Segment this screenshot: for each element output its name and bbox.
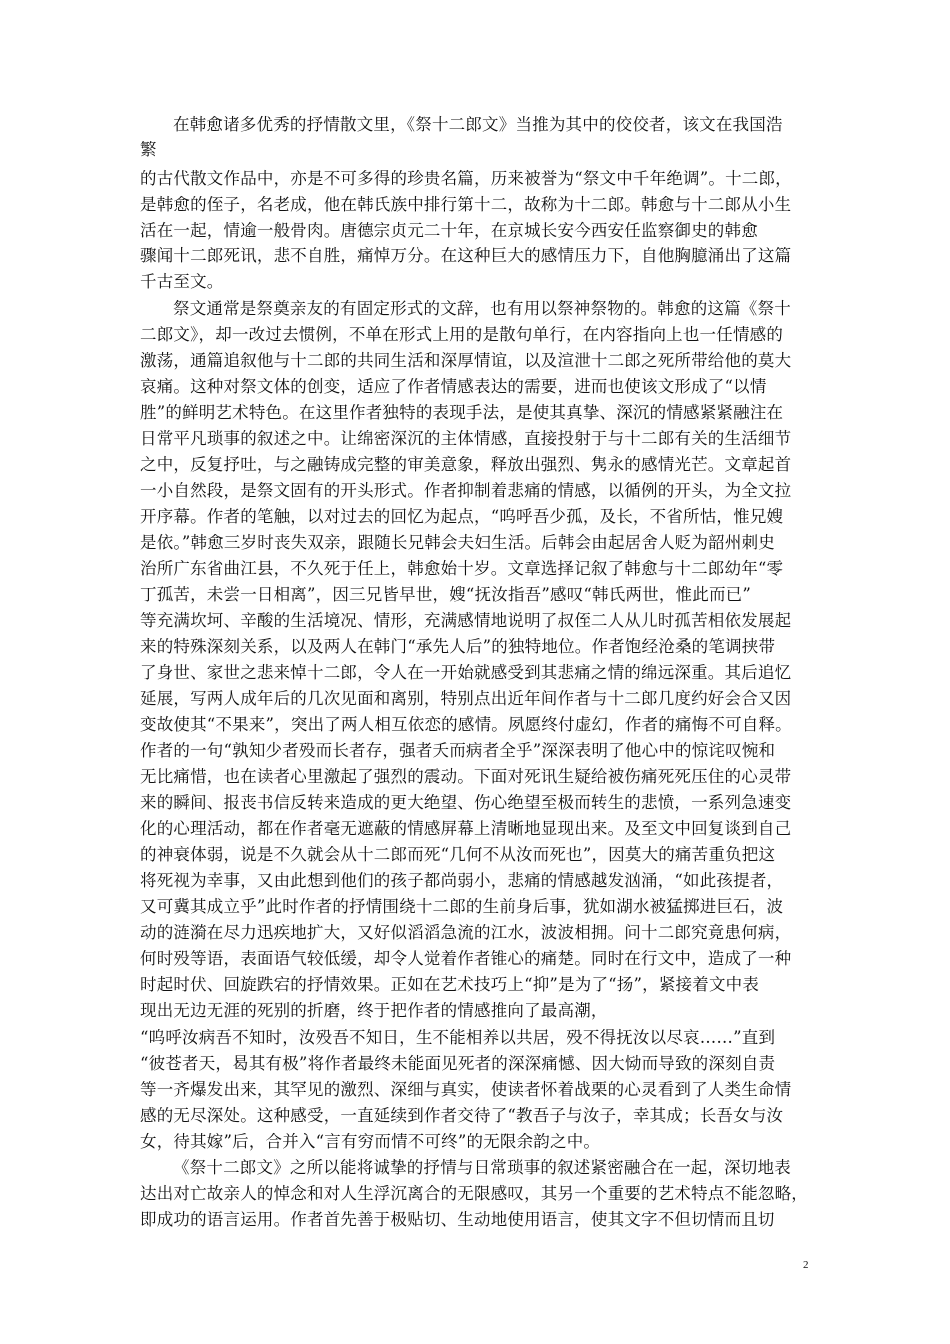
text-line: 作者的一句“孰知少者殁而长者存，强者夭而病者全乎”深深表明了他心中的惊诧叹惋和 [140, 741, 776, 760]
text-line: 之中，反复抒吐，与之融铸成完整的审美意象，释放出强烈、隽永的感情光芒。文章起首 [140, 455, 792, 474]
text-line: “呜呼汝病吾不知时，汝殁吾不知日，生不能相养以共居，殁不得抚汝以尽哀……”直到 [140, 1028, 776, 1047]
text-line: 治所广东省曲江县，不久死于任上，韩愈始十岁。文章选择记叙了韩愈与十二郎幼年“零 [140, 559, 784, 578]
text-line: 等一齐爆发出来，其罕见的激烈、深细与真实，使读者怀着战栗的心灵看到了人类生命情 [140, 1080, 792, 1099]
text-line: “彼苍者天，曷其有极”将作者最终未能面见死者的深深痛憾、因大恸而导致的深刻自责 [140, 1054, 776, 1073]
text-line: 胜”的鲜明艺术特色。在这里作者独特的表现手法，是使其真挚、深沉的情感紧紧融注在 [140, 403, 784, 422]
text-line: 丁孤苦，未尝一日相离”，因三兄皆早世，嫂“抚汝指吾”感叹“韩氏两世，惟此而已” [140, 585, 751, 604]
text-line: 日常平凡琐事的叙述之中。让绵密深沉的主体情感，直接投射于与十二郎有关的生活细节 [140, 429, 792, 448]
text-line: 《祭十二郎文》之所以能将诚挚的抒情与日常琐事的叙述紧密融合在一起，深切地表 [173, 1158, 791, 1177]
text-line: 来的特殊深刻关系，以及两人在韩门“承先人后”的独特地位。作者饱经沧桑的笔调挟带 [140, 637, 776, 656]
text-line: 是依。”韩愈三岁时丧失双亲，跟随长兄韩会夫妇生活。后韩会由起居舍人贬为韶州刺史 [140, 533, 775, 552]
text-line: 千古至文。 [140, 272, 224, 291]
text-line: 现出无边无涯的死别的折磨，终于把作者的情感推向了最高潮， [140, 1001, 608, 1020]
text-line: 来的瞬间、报丧书信反转来造成的更大绝望、伤心绝望至极而转生的悲愤，一系列急速变 [140, 793, 792, 812]
text-line: 是韩愈的侄子，名老成，他在韩氏族中排行第十二，故称为十二郎。韩愈与十二郎从小生 [140, 195, 792, 214]
text-line: 无比痛惜，也在读者心里激起了强烈的震动。下面对死讯生疑给被伤痛死死压住的心灵带 [140, 767, 792, 786]
text-line: 激荡，通篇追叙他与十二郎的共同生活和深厚情谊，以及渲泄十二郎之死所带给他的莫大 [140, 351, 792, 370]
text-line: 骤闻十二郎死讯，悲不自胜，痛悼万分。在这种巨大的感情压力下，自他胸臆涌出了这篇 [140, 246, 792, 265]
text-line: 了身世、家世之悲来悼十二郎，令人在一开始就感受到其悲痛之情的绵远深重。其后追忆 [140, 663, 792, 682]
text-line: 达出对亡故亲人的悼念和对人生浮沉离合的无限感叹，其另一个重要的艺术特点不能忽略， [140, 1184, 808, 1203]
text-line: 的神衰体弱，说是不久就会从十二郎而死“几何不从汝而死也”，因莫大的痛苦重负把这 [140, 845, 776, 864]
text-line: 化的心理活动，都在作者毫无遮蔽的情感屏幕上清晰地显现出来。及至文中回复谈到自己 [140, 819, 792, 838]
text-line: 活在一起，情逾一般骨肉。唐德宗贞元二十年，在京城长安今西安任监察御史的韩愈 [140, 221, 758, 240]
text-line: 哀痛。这种对祭文体的创变，适应了作者情感表达的需要，进而也使该文形成了“以情 [140, 377, 767, 396]
text-line: 何时殁等语，表面语气较低缓，却令人觉着作者锥心的痛楚。同时在行文中，造成了一种 [140, 949, 792, 968]
text-line: 将死视为幸事，又由此想到他们的孩子都尚弱小，悲痛的情感越发汹涌，“如此孩提者， [140, 871, 784, 890]
text-line: 变故使其“不果来”，突出了两人相互依恋的感情。夙愿终付虚幻，作者的痛悔不可自释。 [140, 715, 792, 734]
text-line: 延展，写两人成年后的几次见面和离别，特别点出近年间作者与十二郎几度约好会合又因 [140, 689, 792, 708]
page-number: 2 [803, 1259, 809, 1271]
text-line: 感的无尽深处。这种感受，一直延续到作者交待了“教吾子与汝子，幸其成；长吾女与汝 [140, 1106, 784, 1125]
text-line: 的古代散文作品中，亦是不可多得的珍贵名篇，历来被誉为“祭文中千年绝调”。十二郎， [140, 169, 792, 188]
text-line: 一小自然段，是祭文固有的开头形式。作者抑制着悲痛的情感，以循例的开头，为全文拉 [140, 481, 792, 500]
text-line: 即成功的语言运用。作者首先善于极贴切、生动地使用语言，使其文字不但切情而且切 [140, 1210, 775, 1229]
text-line: 繁 [140, 140, 157, 159]
text-line: 开序幕。作者的笔触，以对过去的回忆为起点，“呜呼吾少孤，及长，不省所怙，惟兄嫂 [140, 507, 784, 526]
text-line: 祭文通常是祭奠亲友的有固定形式的文辞，也有用以祭神祭物的。韩愈的这篇《祭十 [173, 299, 791, 318]
text-line: 又可冀其成立乎”此时作者的抒情围绕十二郎的生前身后事，犹如湖水被猛掷进巨石，波 [140, 897, 784, 916]
text-line: 二郎文》，却一改过去惯例，不单在形式上用的是散句单行，在内容指向上也一任情感的 [140, 325, 784, 344]
text-line: 等充满坎坷、辛酸的生活境况、情形，充满感情地说明了叔侄二人从儿时孤苦相依发展起 [140, 611, 792, 630]
text-line: 在韩愈诸多优秀的抒情散文里，《祭十二郎文》当推为其中的佼佼者，该文在我国浩 [173, 115, 783, 134]
text-line: 时起时伏、回旋跌宕的抒情效果。正如在艺术技巧上“抑”是为了“扬”，紧接着文中表 [140, 975, 760, 994]
text-line: 女，待其嫁”后，合并入“言有穷而情不可终”的无限余韵之中。 [140, 1132, 601, 1151]
text-line: 动的涟漪在尽力迅疾地扩大，又好似滔滔急流的江水，波波相拥。问十二郎究竟患何病， [140, 923, 792, 942]
